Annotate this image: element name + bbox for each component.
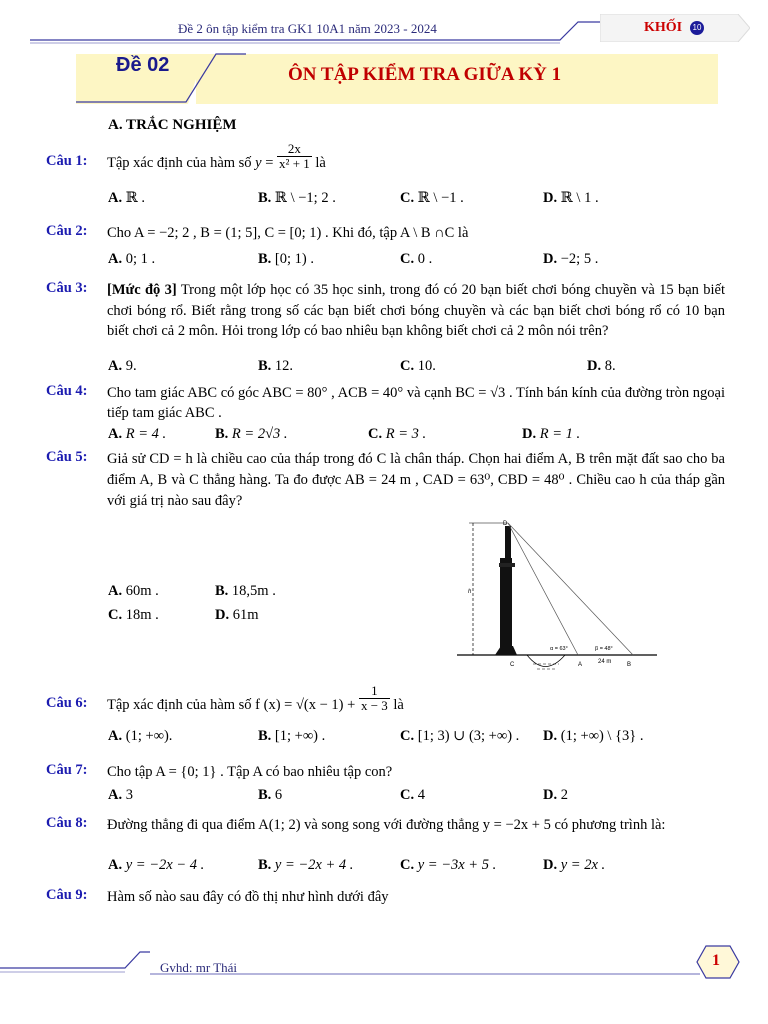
question-label: Câu 8:	[46, 815, 88, 831]
label-beta: β = 48°	[595, 646, 613, 652]
question-label: Câu 5:	[46, 449, 88, 465]
label-c: C	[510, 662, 515, 668]
question-text: Cho tam giác ABC có góc ABC = 80° , ACB = 40° và cạnh BC = √3 . Tính bán kính của đường tròn ngoại tiếp tam giác ABC .	[107, 385, 725, 421]
option-d[interactable]: D. y = 2x .	[543, 857, 606, 873]
exam-number: Đề 02	[116, 54, 170, 76]
option-a[interactable]: A. (1; +∞).	[108, 728, 173, 744]
fraction: $\frac{2x}{\text{x² + 1}}$	[279, 141, 310, 172]
question-label: Câu 4:	[46, 383, 88, 399]
option-d[interactable]: D. R = 1 .	[522, 426, 581, 442]
question-text: Cho tập A = {0; 1} . Tập A có bao nhiêu tập con?	[107, 764, 393, 780]
question-label: Câu 6:	[46, 695, 88, 711]
option-c[interactable]: C. [1; 3) ∪ (3; +∞) .	[400, 728, 520, 744]
page-number: 1	[712, 952, 720, 969]
option-b[interactable]: B. [1; +∞) .	[258, 728, 326, 744]
question-label: Câu 1:	[46, 153, 88, 169]
option-a[interactable]: A. y = −2x − 4 .	[108, 857, 205, 873]
option-b[interactable]: B. ℝ \ −1; 2 .	[258, 190, 336, 206]
grade-badge: 10	[690, 21, 704, 35]
label-b: B	[627, 662, 632, 668]
option-b[interactable]: B. R = 2√3 .	[215, 426, 288, 442]
khoi-label: KHỐI	[644, 20, 683, 35]
document-title: Đề 2 ôn tập kiểm tra GK1 10A1 năm 2023 - 2024	[178, 21, 437, 36]
option-d[interactable]: D. ℝ \ 1 .	[543, 190, 599, 206]
option-d[interactable]: D. 8.	[587, 358, 616, 374]
option-a[interactable]: A. 3	[108, 787, 133, 803]
question-label: Câu 9:	[46, 887, 88, 903]
option-d[interactable]: D. (1; +∞) \ {3} .	[543, 728, 644, 744]
label-d: D	[503, 521, 508, 527]
tower-figure	[455, 518, 660, 683]
option-c[interactable]: C. 10.	[400, 358, 436, 374]
option-b[interactable]: B. 6	[258, 787, 283, 803]
option-b[interactable]: B. 12.	[258, 358, 294, 374]
question-text: Đường thẳng đi qua điểm A(1; 2) và song song với đường thẳng y = −2x + 5 có phương trình là:	[107, 817, 666, 833]
section-heading: A. TRẮC NGHIỆM	[108, 117, 237, 133]
option-c[interactable]: C. 4	[400, 787, 425, 803]
teacher-name: Gvhd: mr Thái	[160, 960, 238, 975]
question-label: Câu 2:	[46, 223, 88, 239]
question-text: Giả sử CD = h là chiều cao của tháp trong đó C là chân tháp. Chọn hai điểm A, B trên mặt đất sao cho ba điểm A, B và C thẳng hàng. Ta đo được AB = 24 m , CAD = 63⁰, CBD = 48⁰ . Chiều cao h của tháp gần với giá trị nào sau đây?	[107, 451, 725, 509]
option-c[interactable]: C. R = 3 .	[368, 426, 427, 442]
question-text: [Mức độ 3] Trong một lớp học có 35 học sinh, trong đó có 20 bạn biết chơi bóng chuyền và 15 bạn biết chơi bóng rổ. Biết rằng trong số các bạn biết chơi bóng chuyền và các bạn biết chơi bóng rổ có 10 bạn biết chơi cả 2 môn. Hỏi trong lớp có bao nhiêu bạn không biết chơi cả 2 môn nói trên?	[107, 282, 725, 339]
option-a[interactable]: A. 9.	[108, 358, 137, 374]
label-h: h	[468, 589, 472, 595]
question-label: Câu 3:	[46, 280, 88, 296]
question-text: Tập xác định của hàm số f (x) = √(x − 1) + $\frac{1}{x - 3}$ là	[107, 683, 404, 714]
option-d[interactable]: D. 61m	[215, 607, 259, 623]
option-a[interactable]: A. R = 4 .	[108, 426, 167, 442]
fraction: $\frac{1}{x - 3}$	[360, 683, 388, 714]
option-d[interactable]: D. −2; 5 .	[543, 251, 599, 267]
option-a[interactable]: A. ℝ .	[108, 190, 146, 206]
option-b[interactable]: B. [0; 1) .	[258, 251, 314, 267]
exam-title: ÔN TẬP KIỂM TRA GIỮA KỲ 1	[288, 64, 562, 85]
option-c[interactable]: C. 18m .	[108, 607, 159, 623]
question-text: Tập xác định của hàm số y = $\frac{2x}{\text{x² + 1}}$ là	[107, 141, 326, 172]
option-c[interactable]: C. 0 .	[400, 251, 433, 267]
question-text: Hàm số nào sau đây có đồ thị như hình dưới đây	[107, 889, 389, 905]
option-b[interactable]: B. 18,5m .	[215, 583, 276, 599]
option-d[interactable]: D. 2	[543, 787, 568, 803]
label-alpha: α = 63°	[550, 646, 568, 652]
option-b[interactable]: B. y = −2x + 4 .	[258, 857, 354, 873]
option-a[interactable]: A. 60m .	[108, 583, 159, 599]
label-a: A	[578, 662, 583, 668]
label-ab: 24 m	[598, 659, 612, 665]
option-a[interactable]: A. 0; 1 .	[108, 251, 156, 267]
footer-decoration	[0, 944, 768, 984]
question-label: Câu 7:	[46, 762, 88, 778]
option-c[interactable]: C. ℝ \ −1 .	[400, 190, 464, 206]
option-c[interactable]: C. y = −3x + 5 .	[400, 857, 497, 873]
question-text: Cho A = −2; 2 , B = (1; 5], C = [0; 1) . Khi đó, tập A \ B ∩C là	[107, 225, 469, 241]
